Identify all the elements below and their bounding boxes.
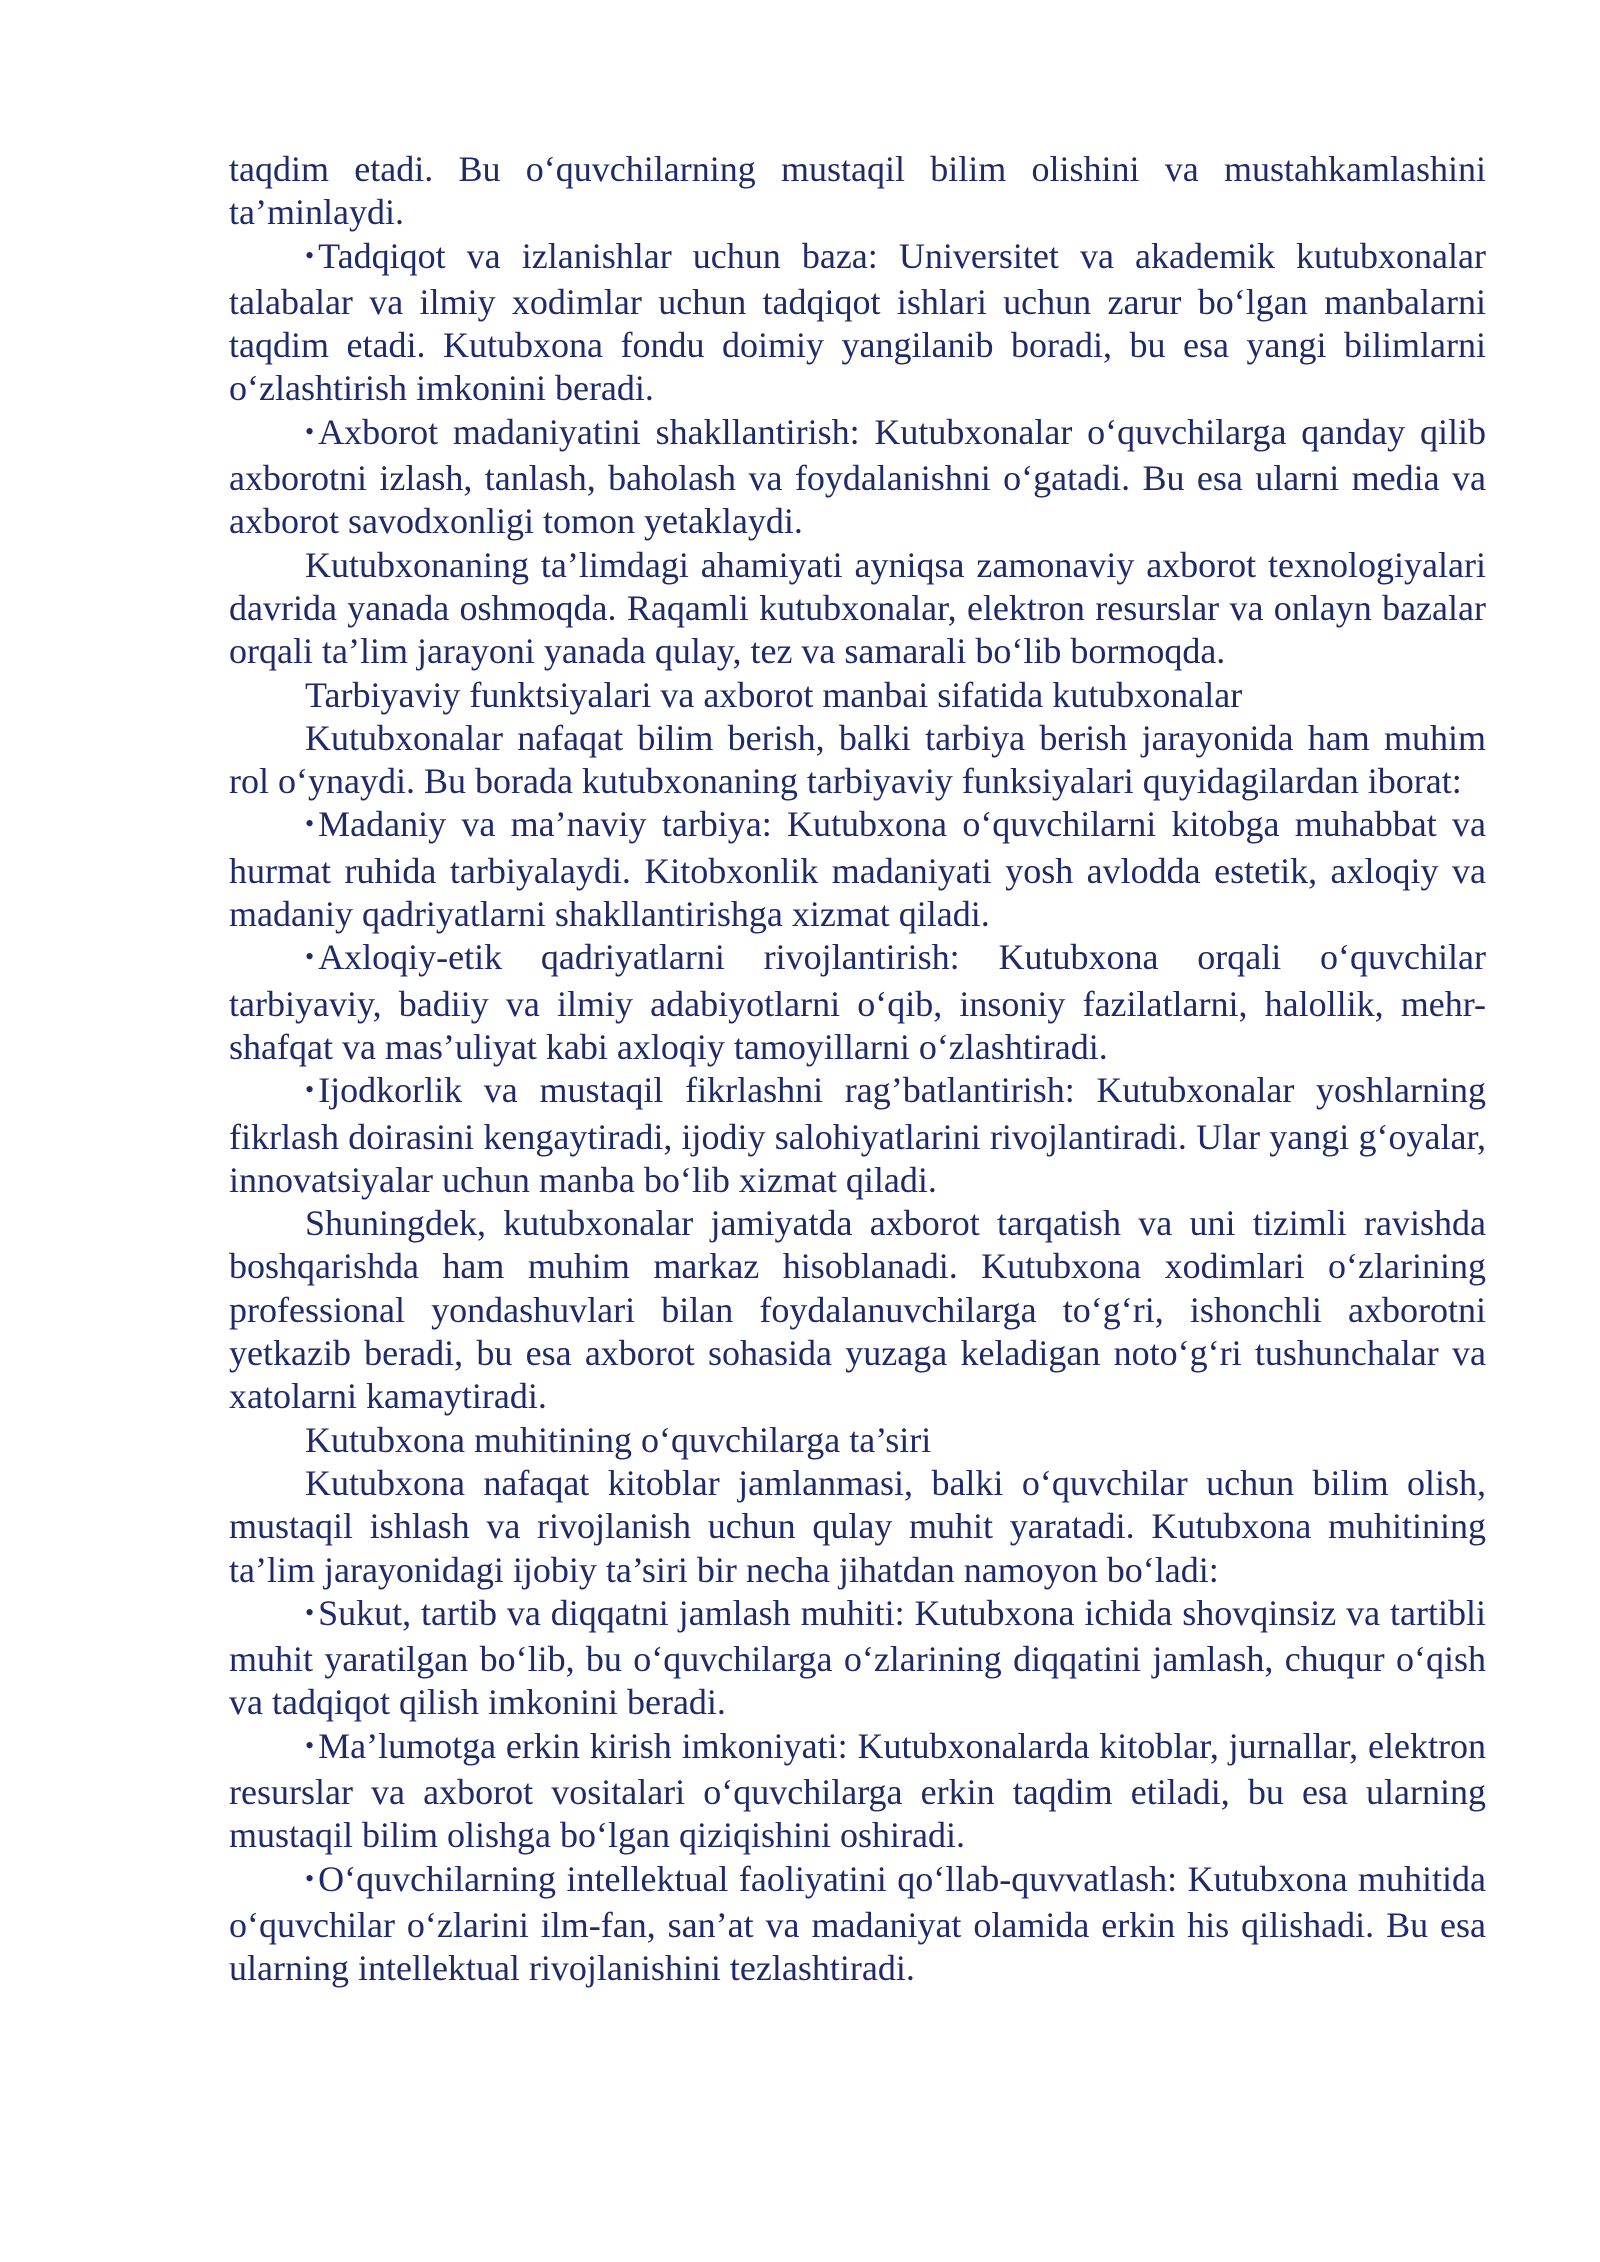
bullet-icon: • [305, 1597, 315, 1627]
bullet-icon: • [305, 416, 315, 446]
bullet-item-cultural-upbringing: • Madaniy va ma’naviy tarbiya: Kutubxona o‘quvchilarni kitobga muhabbat va hurmat ruhida tarbiyalaydi. Kitobxonlik madaniyati yosh avlodda estetik, axloqiy va madaniy qadriyatlarni shakllantirishga xizmat qiladi. [229, 804, 1486, 935]
bullet-icon: • [305, 942, 315, 972]
bullet-item-creativity: • Ijodkorlik va mustaqil fikrlashni rag’batlantirish: Kutubxonalar yoshlarning fikrlash doirasini kengaytiradi, ijodiy salohiyatlarini rivojlantiradi. Ular yangi g‘oyalar, innovatsiyalar uchun manba bo‘lib xizmat qiladi. [229, 1070, 1486, 1200]
paragraph-continuation: taqdim etadi. Bu o‘quvchilarning mustaqil bilim olishini va mustahkamlashini ta’minlaydi. [229, 149, 1486, 233]
paragraph-information-center: Shuningdek, kutubxonalar jamiyatda axborot tarqatish va uni tizimli ravishda boshqarishda ham muhim markaz hisoblanadi. Kutubxona xodimlari o‘zlarining professional yondashuvlari bilan foydalanuvchilarga to‘g‘ri, ishonchli axborotni yetkazib beradi, bu esa axborot sohasida yuzaga keladigan noto‘g‘ri tushunchalar va xatolarni kamaytiradi. [229, 1203, 1486, 1417]
bullet-icon: • [305, 240, 315, 270]
bullet-icon: • [305, 1730, 315, 1760]
paragraph-library-importance: Kutubxonaning ta’limdagi ahamiyati ayniqsa zamonaviy axborot texnologiyalari davrida yanada oshmoqda. Raqamli kutubxonalar, elektron resurslar va onlayn bazalar orqali ta’lim jarayoni yanada qulay, tez va samarali bo‘lib bormoqda. [229, 544, 1486, 672]
section-heading-library-environment: Kutubxona muhitining o‘quvchilarga ta’siri [305, 1419, 932, 1460]
bullet-item-moral-values: • Axloqiy-etik qadriyatlarni rivojlantirish: Kutubxona orqali o‘quvchilar tarbiyaviy, badiiy va ilmiy adabiyotlarni o‘qib, insoniy fazilatlarni, halollik, mehr-shafqat va mas’uliyat kabi axloqiy tamoyillarni o‘zlashtiradi. [229, 937, 1486, 1067]
bullet-icon: • [305, 809, 315, 839]
bullet-item-information-culture: • Axborot madaniyatini shakllantirish: Kutubxonalar o‘quvchilarga qanday qilib axborotni izlash, tanlash, baholash va foydalanishni o‘gatadi. Bu esa ularni media va axborot savodxonligi tomon yetaklaydi. [229, 411, 1486, 542]
bullet-item-free-access: • Ma’lumotga erkin kirish imkoniyati: Kutubxonalarda kitoblar, jurnallar, elektron resurslar va axborot vositalari o‘quvchilarga erkin taqdim etiladi, bu esa ularning mustaqil bilim olishga bo‘lgan qiziqishini oshiradi. [229, 1725, 1486, 1856]
bullet-icon: • [305, 1075, 315, 1105]
paragraph-environment-impact: Kutubxona nafaqat kitoblar jamlanmasi, balki o‘quvchilar uchun bilim olish, mustaqil ishlash va rivojlanish uchun qulay muhit yaratadi. Kutubxona muhitining ta’lim jarayonidagi ijobiy ta’siri bir necha jihatdan namoyon bo‘ladi: [229, 1462, 1486, 1590]
paragraph-educational-role: Kutubxonalar nafaqat bilim berish, balki tarbiya berish jarayonida ham muhim rol o‘ynaydi. Bu borada kutubxonaning tarbiyaviy funksiyalari quyidagilardan iborat: [229, 717, 1486, 802]
bullet-item-intellectual-support: • O‘quvchilarning intellektual faoliyatini qo‘llab-quvvatlash: Kutubxona muhitida o‘quvchilar o‘zlarini ilm-fan, san’at va madaniyat olamida erkin his qilishadi. Bu esa ularning intellektual rivojlanishini tezlashtiradi. [229, 1858, 1486, 1989]
section-heading-educational-functions: Tarbiyaviy funktsiyalari va axborot manbai sifatida kutubxonalar [305, 674, 1243, 715]
bullet-item-research-base: • Tadqiqot va izlanishlar uchun baza: Universitet va akademik kutubxonalar talabalar va ilmiy xodimlar uchun tadqiqot ishlari uchun zarur bo‘lgan manbalarni taqdim etadi. Kutubxona fondu doimiy yangilanib boradi, bu esa yangi bilimlarni o‘zlashtirish imkonini beradi. [229, 235, 1486, 409]
bullet-item-quiet-environment: • Sukut, tartib va diqqatni jamlash muhiti: Kutubxona ichida shovqinsiz va tartibli muhit yaratilgan bo‘lib, bu o‘quvchilarga o‘zlarining diqqatini jamlash, chuqur o‘qish va tadqiqot qilish imkonini beradi. [229, 1592, 1486, 1723]
document-page [229, 148, 1486, 1990]
bullet-icon: • [305, 1863, 315, 1893]
